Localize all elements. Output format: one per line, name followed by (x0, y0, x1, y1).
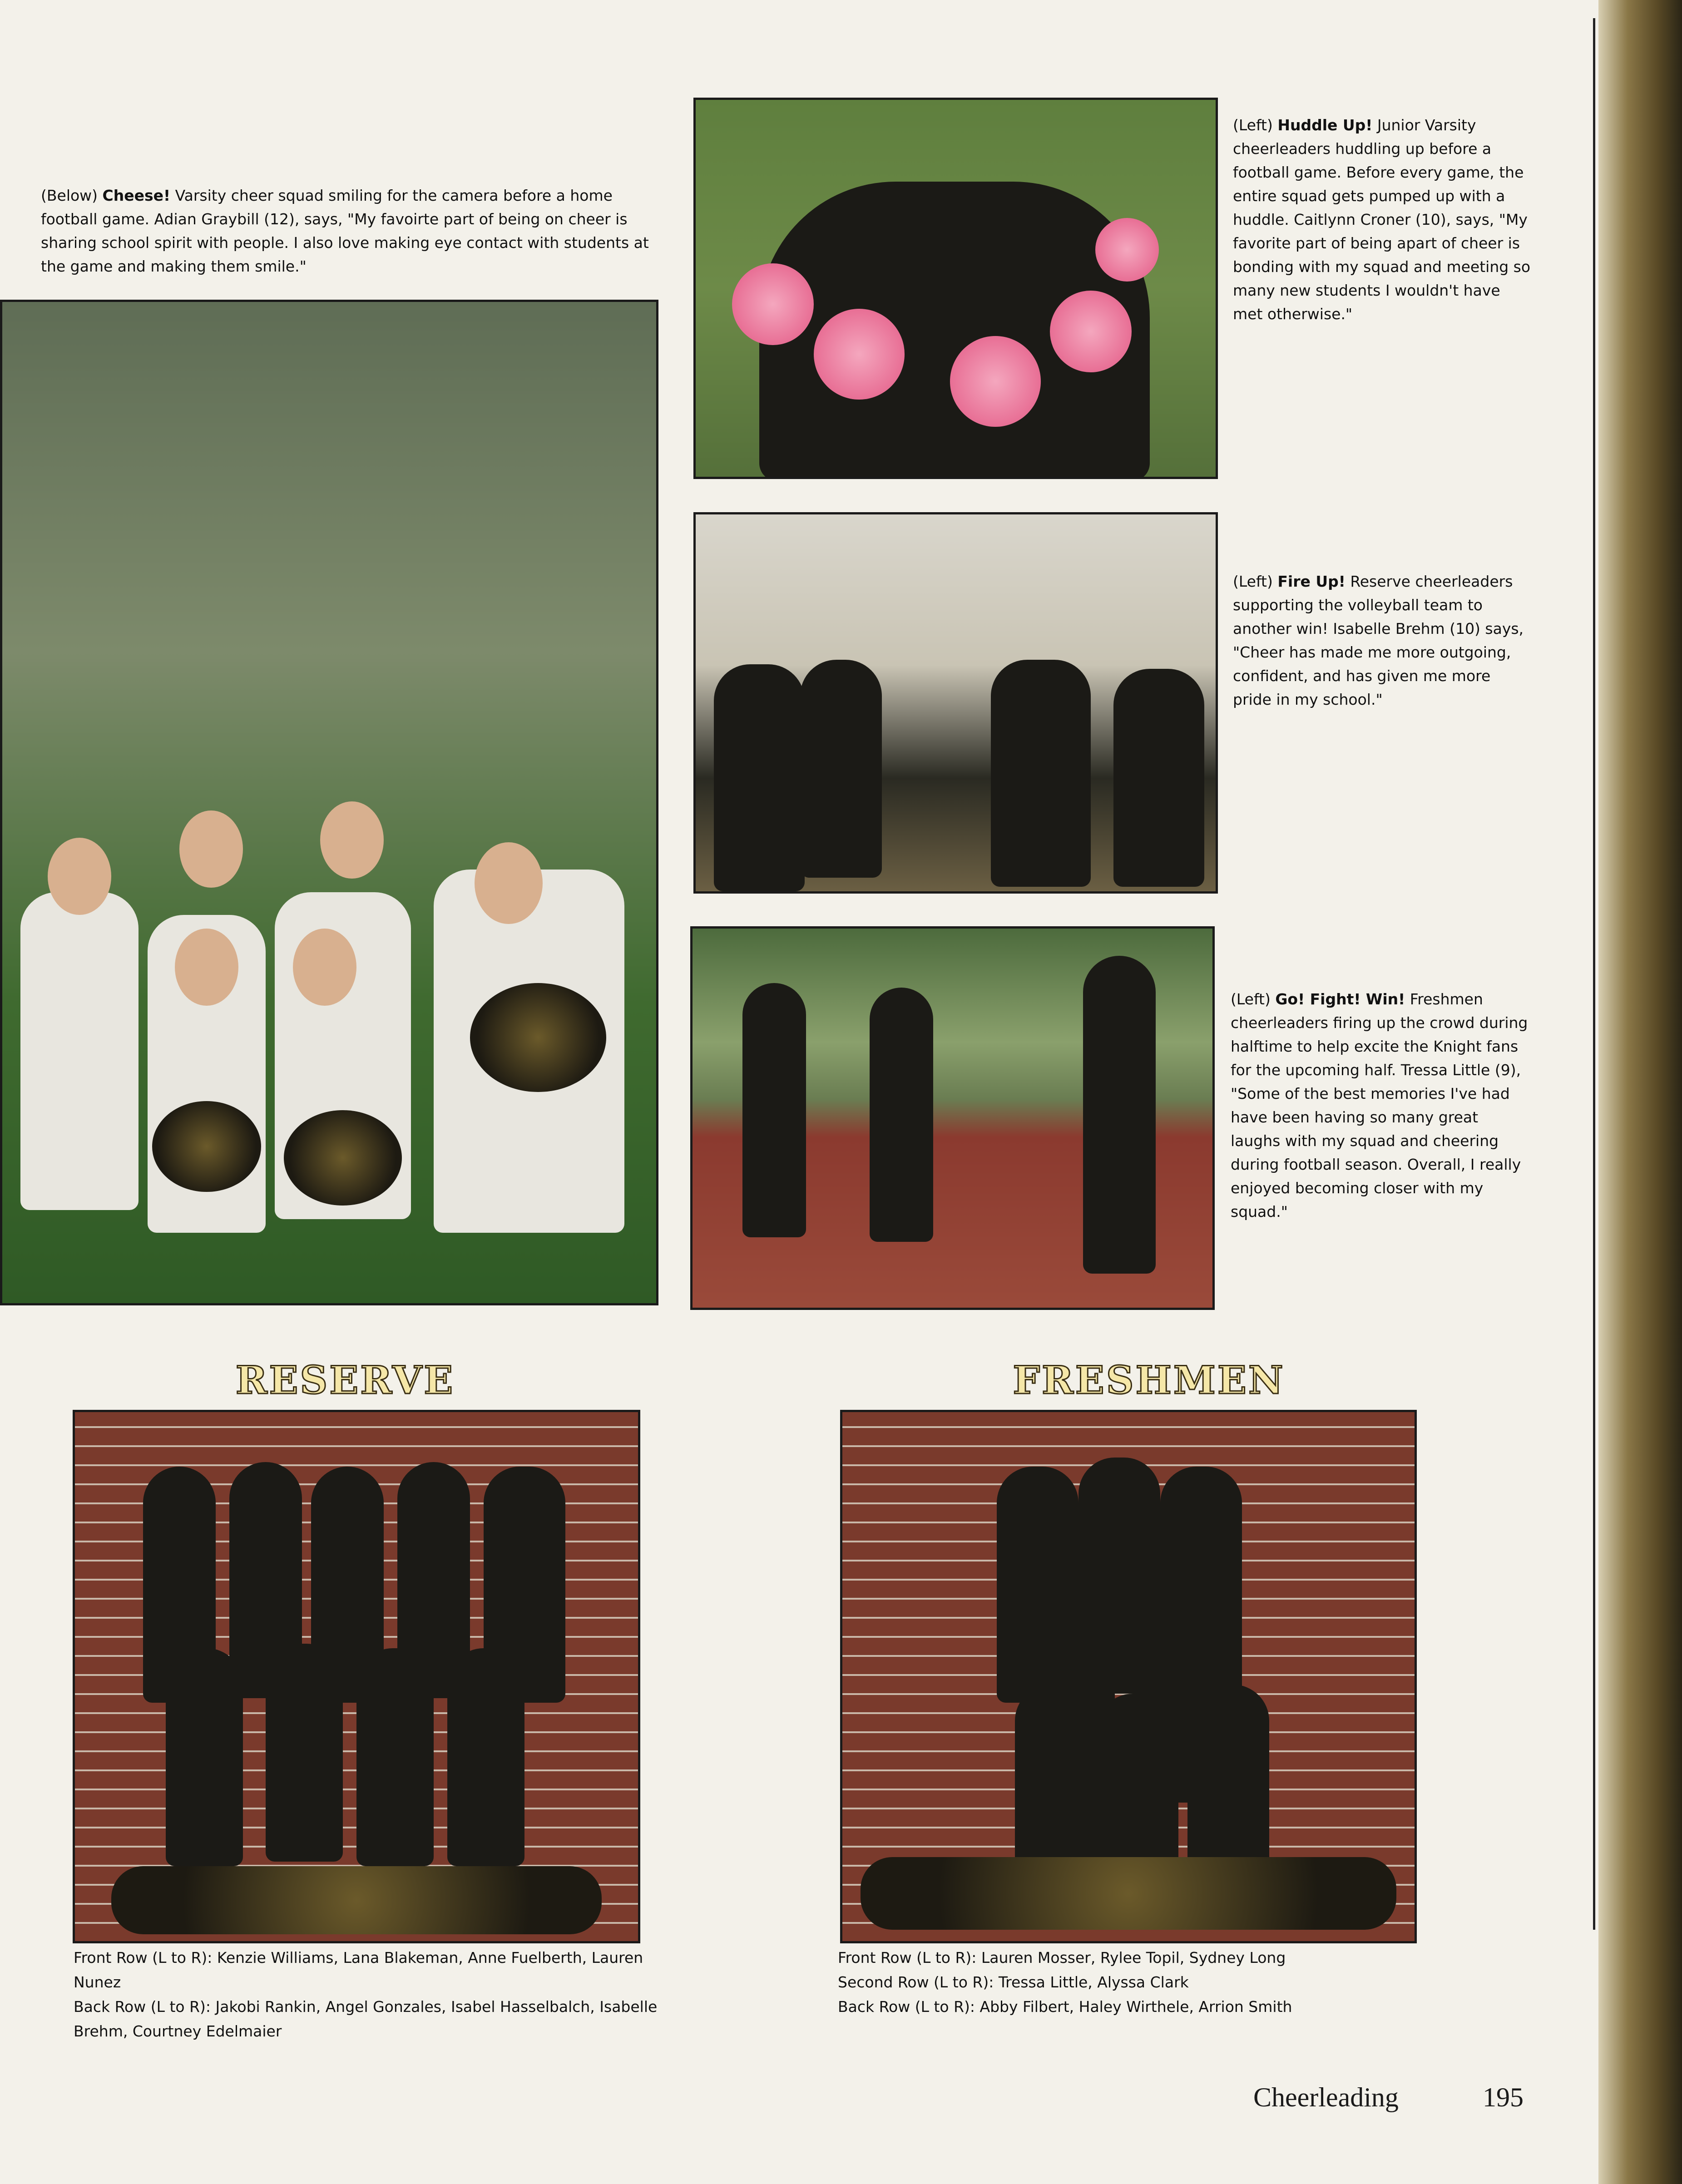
reserve-title: RESERVE (235, 1358, 455, 1403)
fire-up-photo (693, 512, 1218, 894)
freshmen-team-photo (840, 1410, 1417, 1943)
page-edge-rule (1593, 18, 1595, 1930)
freshmen-names: Front Row (L to R): Lauren Mosser, Rylee Topil, Sydney Long Second Row (L to R): Tressa Little, Alyssa Clark Back Row (L to R): Abby Filbert, Haley Wirthele, Arrion Smith (838, 1949, 1292, 2016)
huddle-photo (693, 98, 1218, 479)
varsity-squad-figures (2, 302, 656, 1303)
book-binding-edge (1598, 0, 1682, 2184)
caption-fireup: (Left) Fire Up! Reserve cheerleaders supporting the volleyball team to another win! Isabelle Brehm (10) says, "Cheer has made me more outgoing, confident, and has given me more pride in my school." (1233, 573, 1524, 708)
footer-page-number: 195 (1483, 2082, 1524, 2112)
caption-prefix: (Below) (41, 187, 98, 204)
footer-section-name: Cheerleading (1253, 2082, 1399, 2112)
caption-body: Varsity cheer squad smiling for the camera before a home football game. Adian Graybill (12), says, "My favoirte part of being on cheer is sharing school spirit with people. I also love making eye contact with students at the game and making them smile." (41, 187, 649, 275)
caption-cheese (41, 184, 668, 278)
reserve-team-photo (73, 1410, 640, 1943)
varsity-photo (0, 300, 658, 1305)
caption-huddle: (Left) Huddle Up! Junior Varsity cheerleaders huddling up before a football game. Before every game, the entire squad gets pumped up with a huddle. Caitlynn Croner (10), says, "My favorite part of being apart of cheer is bonding with my squad and meeting so many new students I wouldn't have met otherwise." (1233, 116, 1531, 323)
reserve-names: Front Row (L to R): Kenzie Williams, Lana Blakeman, Anne Fuelberth, Lauren Nunez Back Row (L to R): Jakobi Rankin, Angel Gonzales, Isabel Hasselbalch, Isabelle Brehm, Courtney Edelmaier (74, 1949, 658, 2040)
caption-headline: Cheese! (102, 187, 171, 204)
caption-gofight: (Left) Go! Fight! Win! Freshmen cheerleaders firing up the crowd during halftime to help excite the Knight fans for the upcoming half. Tressa Little (9), "Some of the best memories I've had have been having so many great laughs with my squad and cheering during football season. Overall, I really enjoyed becoming closer with my squad." (1231, 990, 1528, 1220)
go-fight-win-photo (690, 926, 1215, 1310)
freshmen-title: FRESHMEN (1013, 1358, 1285, 1403)
